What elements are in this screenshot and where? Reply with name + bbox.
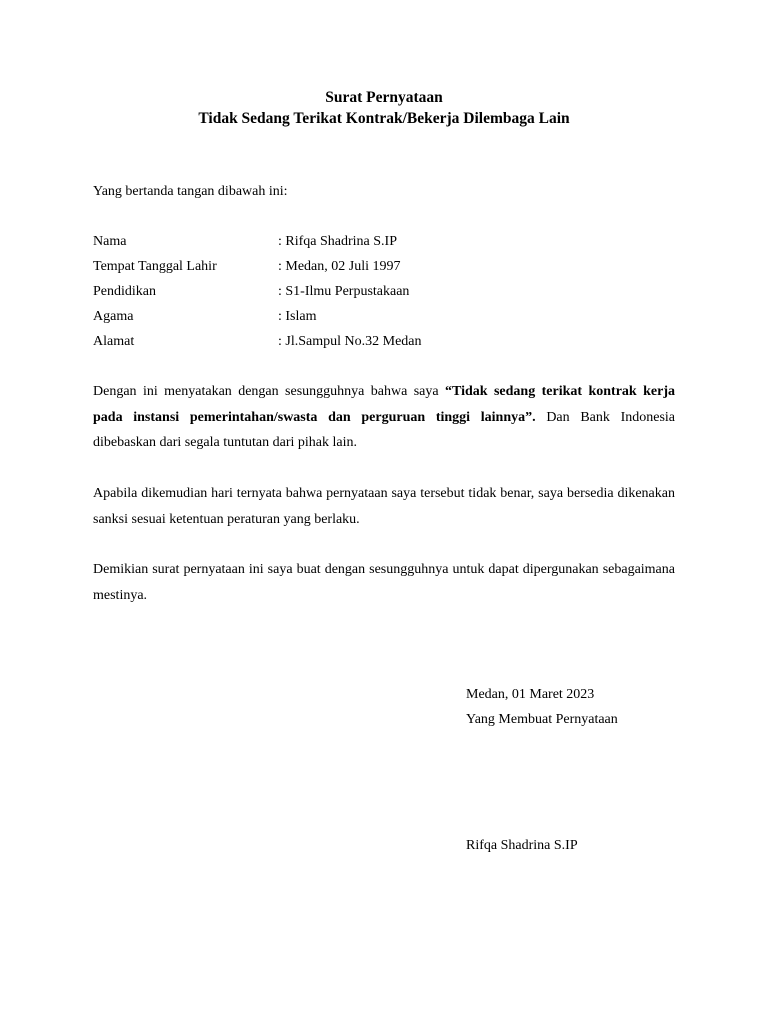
field-value: : Jl.Sampul No.32 Medan <box>278 334 422 349</box>
field-label: Pendidikan <box>93 284 156 299</box>
statement-text-bold: “Tidak sedang terikat kontrak kerja pada instansi pemerintahan/swasta dan perguruan tinggi lainnya”. <box>93 384 675 425</box>
signature-place-date: Medan, 01 Maret 2023 <box>466 687 595 702</box>
field-value: : Medan, 02 Juli 1997 <box>278 259 401 274</box>
field-row-nama <box>93 232 593 257</box>
identity-fields <box>93 232 593 357</box>
document-title: Surat Pernyataan <box>325 89 443 106</box>
field-label: Tempat Tanggal Lahir <box>93 259 217 274</box>
field-label: Alamat <box>93 334 135 349</box>
signature-role: Yang Membuat Pernyataan <box>466 712 618 727</box>
field-row-pendidikan <box>93 282 593 307</box>
signature-name: Rifqa Shadrina S.IP <box>466 838 578 853</box>
consequence-paragraph: Apabila dikemudian hari ternyata bahwa pernyataan saya tersebut tidak benar, saya bersedia dikenakan sanksi sesuai ketentuan peraturan yang berlaku. <box>93 486 675 527</box>
field-value: : Rifqa Shadrina S.IP <box>278 234 397 249</box>
document-subtitle: Tidak Sedang Terikat Kontrak/Bekerja Dilembaga Lain <box>198 110 570 127</box>
statement-text-after: Dan Bank Indonesia dibebaskan dari segala tuntutan dari pihak lain. <box>93 409 675 450</box>
field-row-ttl <box>93 257 593 282</box>
field-row-agama <box>93 307 593 332</box>
field-row-alamat <box>93 332 593 357</box>
intro-text: Yang bertanda tangan dibawah ini: <box>93 184 288 199</box>
closing-paragraph: Demikian surat pernyataan ini saya buat dengan sesungguhnya untuk dapat dipergunakan sebagaimana mestinya. <box>93 562 675 603</box>
field-value: : Islam <box>278 309 317 324</box>
statement-text-before: Dengan ini menyatakan dengan sesungguhnya bahwa saya <box>93 384 446 399</box>
field-value: : S1-Ilmu Perpustakaan <box>278 284 410 299</box>
field-label: Nama <box>93 234 127 249</box>
statement-paragraph <box>93 379 675 456</box>
field-label: Agama <box>93 309 134 324</box>
